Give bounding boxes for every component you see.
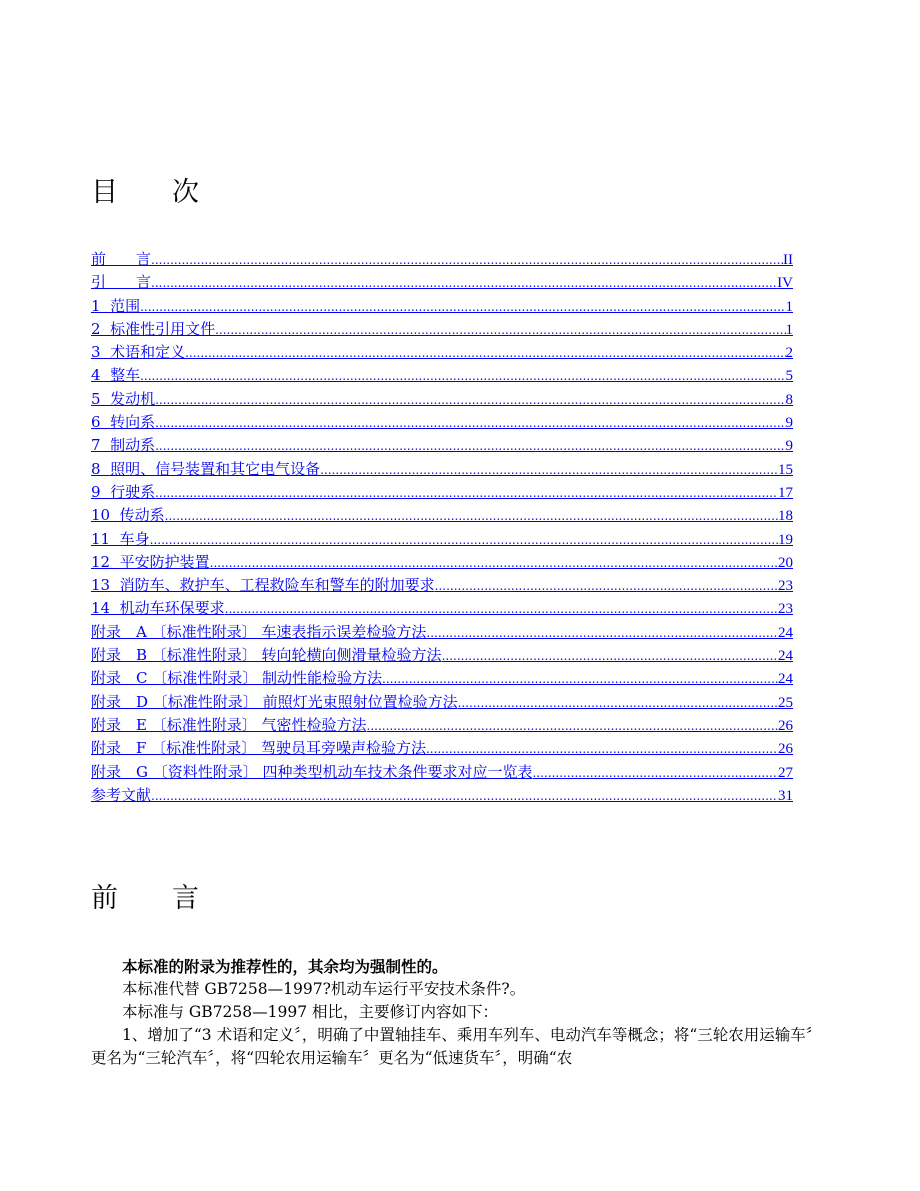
toc-entry [91,271,793,294]
toc-entry [91,341,793,364]
toc-entry [91,621,793,644]
toc-entry-page: IV [777,275,793,292]
toc-leader-dots [140,365,785,388]
toc-entry [91,295,793,318]
toc-entry-title: 13 消防车、救护车、工程救险车和警车的附加要求 [91,576,435,595]
toc-entry-page: 1 [785,321,793,338]
toc-link[interactable] [91,784,793,808]
toc-entry-title: 附录 C 〔标准性附录〕 制动性能检验方法 [91,669,383,688]
toc-leader-dots [215,319,785,342]
toc-entry-page: 2 [785,345,793,362]
toc-leader-dots [155,412,785,435]
toc-entry-title: 前 言 [91,250,152,268]
toc-link[interactable] [91,644,793,668]
toc-entry-page: 24 [778,648,793,665]
toc-entry-title: 12 平安防护装置 [91,552,210,571]
toc-link[interactable] [91,691,793,715]
toc-entry-page: 8 [785,391,793,408]
toc-link[interactable] [91,737,793,761]
toc-entry [91,667,793,690]
toc-entry [91,737,793,760]
toc-leader-dots [225,598,778,621]
toc-entry [91,388,793,411]
toc-link[interactable] [91,411,793,435]
toc-entry [91,318,793,341]
toc-link[interactable] [91,248,793,272]
toc-leader-dots [151,249,783,272]
toc-entry [91,551,793,574]
toc-leader-dots [533,762,778,785]
toc-entry [91,248,793,271]
toc-entry [91,784,793,807]
toc-leader-dots [151,785,778,808]
toc-entry [91,504,793,527]
toc-entry-page: 15 [778,461,793,478]
toc-leader-dots [140,296,785,319]
toc-entry-title: 6 转向系 [91,413,156,432]
toc-leader-dots [435,575,778,598]
toc-link[interactable] [91,574,793,598]
toc-leader-dots [382,668,778,691]
toc-entry [91,597,793,620]
toc-leader-dots [367,715,779,738]
toc-entry-page: II [783,252,793,268]
toc-entry-title: 引 言 [91,273,152,292]
toc-link[interactable] [91,481,793,505]
toc-entry [91,644,793,667]
toc-leader-dots [210,552,778,575]
toc-entry-title: 2 标准性引用文件 [91,319,216,338]
toc-entry-page: 26 [778,717,793,734]
toc-leader-dots [155,389,785,412]
toc-entry-title: 附录 D 〔标准性附录〕 前照灯光束照射位置检验方法 [91,692,458,711]
toc-leader-dots [426,622,778,645]
toc-entry-page: 9 [785,438,793,455]
toc-link[interactable] [91,714,793,738]
toc-entry [91,458,793,481]
toc-entry-title: 8 照明、信号装置和其它电气设备 [91,459,321,478]
toc-link[interactable] [91,621,793,645]
toc-leader-dots [320,459,778,482]
toc-link[interactable] [91,341,793,365]
toc-entry [91,481,793,504]
toc-link[interactable] [91,528,793,552]
toc-link[interactable] [91,271,793,295]
toc-entry-page: 31 [778,787,793,804]
toc-entry [91,691,793,714]
toc-link[interactable] [91,458,793,482]
toc-entry-page: 1 [785,298,793,315]
toc-entry [91,364,793,387]
toc-entry-page: 9 [785,415,793,432]
toc-leader-dots [185,342,785,365]
toc-link[interactable] [91,388,793,412]
toc-leader-dots [150,529,778,552]
toc-entry-title: 附录 E 〔标准性附录〕 气密性检验方法 [91,715,367,734]
toc-entry-page: 23 [778,578,793,595]
toc-link[interactable] [91,761,793,785]
toc-link[interactable] [91,504,793,528]
preface-paragraph: 1、增加了“3 术语和定义〞，明确了中置轴挂车、乘用车列车、电动汽车等概念；将“三轮农用运输车〞更名为“三轮汽车〞，将“四轮农用运输车〞更名为“低速货车〞，明确“农 [91,1026,822,1067]
toc-entry [91,714,793,737]
toc-entry-title: 参考文献 [91,785,152,804]
toc-leader-dots [155,435,785,458]
toc-entry [91,574,793,597]
toc-entry-page: 19 [778,531,793,548]
toc-entry-page: 18 [778,508,793,525]
toc-entry-title: 4 整车 [91,366,141,385]
toc-link[interactable] [91,667,793,691]
toc-entry-page: 5 [785,368,793,385]
toc-entry-title: 9 行驶系 [91,482,156,501]
toc-entry [91,434,793,457]
toc-link[interactable] [91,597,793,621]
toc-link[interactable] [91,551,793,575]
toc-entry-title: 3 术语和定义 [91,343,186,362]
toc-entry-page: 27 [778,764,793,781]
preface-paragraph: 本标准代替 GB7258—1997?机动车运行平安技术条件?。 [122,980,526,998]
toc-leader-dots [155,482,778,505]
preface-paragraph: 本标准的附录为推荐性的，其余均为强制性的。 [122,957,448,976]
toc-leader-dots [458,692,778,715]
table-of-contents [91,248,793,807]
toc-entry-title: 附录 F 〔标准性附录〕 驾驶员耳旁噪声检验方法 [91,739,426,758]
toc-link[interactable] [91,295,793,319]
toc-heading: 目 次 [91,177,199,208]
toc-entry-page: 20 [778,554,793,571]
toc-entry-title: 附录 G 〔资料性附录〕 四种类型机动车技术条件要求对应一览表 [91,762,533,781]
toc-entry-title: 1 范围 [91,296,141,315]
toc-entry-title: 14 机动车环保要求 [91,599,225,618]
toc-entry-page: 23 [778,601,793,618]
toc-link[interactable] [91,434,793,458]
toc-entry [91,761,793,784]
toc-entry-title: 5 发动机 [91,389,156,408]
preface-heading: 前 言 [91,883,199,914]
toc-entry-title: 7 制动系 [91,436,156,455]
toc-entry-page: 25 [778,694,793,711]
toc-link[interactable] [91,318,793,342]
toc-entry-page: 24 [778,624,793,641]
toc-leader-dots [442,645,778,668]
toc-entry-page: 24 [778,671,793,688]
toc-entry-title: 10 传动系 [91,506,165,525]
toc-entry-title: 11 车身 [91,529,150,548]
preface-body [91,955,831,1070]
toc-entry [91,411,793,434]
preface-paragraph: 本标准与 GB7258—1997 相比，主要修订内容如下： [122,1003,499,1021]
toc-link[interactable] [91,364,793,388]
toc-entry-title: 附录 A 〔标准性附录〕 车速表指示误差检验方法 [91,622,427,641]
toc-leader-dots [426,738,778,761]
toc-leader-dots [151,272,777,295]
toc-entry-page: 17 [778,484,793,501]
toc-entry [91,528,793,551]
toc-entry-title: 附录 B 〔标准性附录〕 转向轮横向侧滑量检验方法 [91,646,442,665]
toc-leader-dots [165,505,778,528]
toc-entry-page: 26 [778,741,793,758]
